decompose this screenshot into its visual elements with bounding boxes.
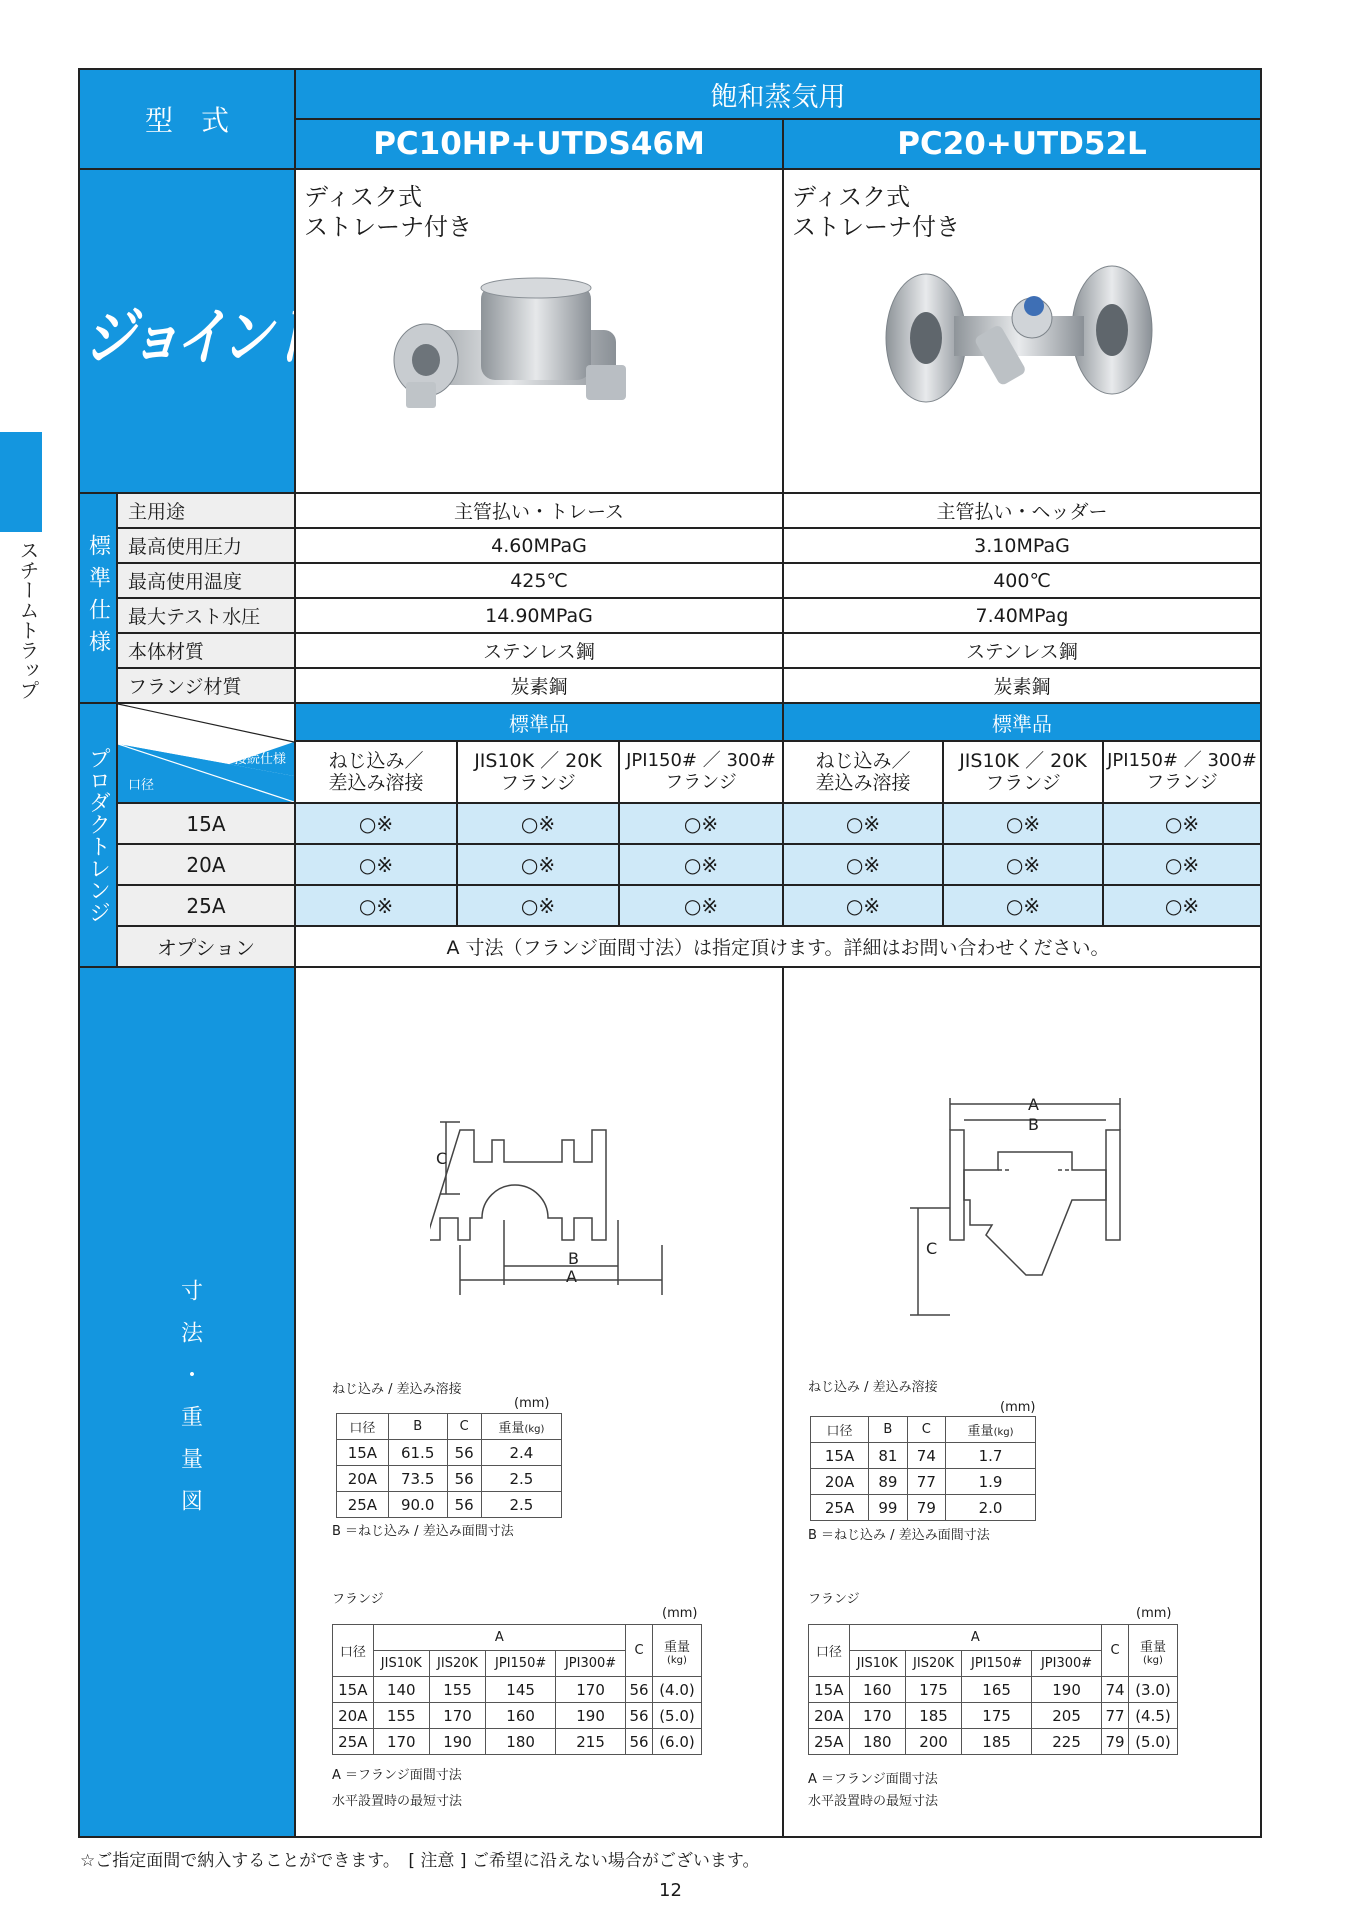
- footer-note: ☆ご指定面間で納入することができます。 [ 注意 ] ご希望に沿えない場合がございます。: [80, 1851, 760, 1871]
- spec-value-3-2: 7.40MPag: [782, 597, 1260, 632]
- dimension-diagram-1: [430, 1110, 690, 1300]
- range-corner-cell: [116, 702, 294, 802]
- page-number: 12: [659, 1880, 682, 1901]
- spec-value-2-1: 425℃: [294, 562, 782, 597]
- range-size-15a: 15A: [116, 802, 294, 843]
- screw-table-title-2: ねじ込み / 差込み溶接: [808, 1380, 938, 1395]
- option-label: オプション: [116, 925, 294, 966]
- range-mark: ○※: [456, 884, 618, 925]
- corner-connection-label: 接続仕様: [233, 752, 286, 767]
- spec-label-0: 主用途: [116, 492, 294, 527]
- flange-table-unit-1: (mm): [662, 1606, 698, 1621]
- range-mark: ○※: [942, 843, 1102, 884]
- range-mark: ○※: [294, 884, 456, 925]
- range-size-25a: 25A: [116, 884, 294, 925]
- flange-dimension-table-2: 口径 A C 重量 (kg) JIS10K JIS20K JPI150# JPI300# 15A 160 175 165 190 74 (3.0) 20A 170 185 175 205 77 (4.5) 25A 180 200 185 225 79 (5.0): [808, 1624, 1178, 1755]
- range-mark: ○※: [294, 843, 456, 884]
- range-mark: ○※: [618, 802, 782, 843]
- spec-label-2: 最高使用温度: [116, 562, 294, 597]
- range-mark: ○※: [456, 843, 618, 884]
- flange-table-note1-1: A ＝フランジ面間寸法: [332, 1768, 462, 1783]
- flange-dimension-table-1: 口径 A C 重量 (kg) JIS10K JIS20K JPI150# JPI300# 15A 140 155 145 170 56 (4.0) 20A 155 170 160 190 56 (5.0) 25A 170 190 180 215 56 (6.0): [332, 1624, 702, 1755]
- range-section-label: プロダクトレンジ: [80, 702, 116, 966]
- dim-label-c: C: [436, 1149, 448, 1168]
- spec-value-1-1: 4.60MPaG: [294, 527, 782, 562]
- corner-size-label: 口径: [128, 778, 155, 793]
- screw-dimension-table-2: 口径 B C 重量(kg) 15A 81 74 1.7 20A 89 77 1.9 25A 99 79 2.0: [810, 1416, 1036, 1521]
- product-type-1: ディスク式 ストレーナ付き: [304, 183, 472, 241]
- flange-table-note2-1: 水平設置時の最短寸法: [332, 1794, 463, 1809]
- range-mark: ○※: [782, 843, 942, 884]
- spec-label-1: 最高使用圧力: [116, 527, 294, 562]
- screw-table-note-1: B ＝ねじ込み / 差込み面間寸法: [332, 1524, 514, 1539]
- flange-table-title-1: フランジ: [332, 1592, 384, 1607]
- side-tab-marker: [0, 432, 42, 532]
- range-mark: ○※: [782, 802, 942, 843]
- dim-label-a: A: [566, 1267, 577, 1286]
- spec-value-1-2: 3.10MPaG: [782, 527, 1260, 562]
- product-panel-1: [294, 168, 782, 492]
- connection-header-3: JPI150# ／ 300# フランジ: [618, 740, 782, 802]
- screw-table-title-1: ねじ込み / 差込み溶接: [332, 1382, 462, 1397]
- product-type-2: ディスク式 ストレーナ付き: [792, 183, 960, 241]
- flange-table-note2-2: 水平設置時の最短寸法: [808, 1794, 939, 1809]
- screw-dimension-table-1: 口径 B C 重量(kg) 15A 61.5 56 2.4 20A 73.5 56 2.5 25A 90.0 56 2.5: [336, 1413, 562, 1518]
- spec-label-3: 最大テスト水圧: [116, 597, 294, 632]
- spec-value-3-1: 14.90MPaG: [294, 597, 782, 632]
- category-title: 飽和蒸気用: [294, 70, 1260, 118]
- dimension-diagram-2: [910, 1090, 1160, 1320]
- standard-label-2: 標準品: [782, 702, 1260, 740]
- range-mark: ○※: [294, 802, 456, 843]
- spec-value-0-1: 主管払い・トレース: [294, 492, 782, 527]
- spec-value-4-2: ステンレス鋼: [782, 632, 1260, 667]
- standard-label-1: 標準品: [294, 702, 782, 740]
- dim-label-b: B: [568, 1249, 579, 1268]
- flange-table-unit-2: (mm): [1136, 1606, 1172, 1621]
- product-photo-utds46m: [386, 270, 646, 420]
- spec-value-4-1: ステンレス鋼: [294, 632, 782, 667]
- dim-label-b: B: [1028, 1115, 1039, 1134]
- dim-label-c: C: [926, 1239, 938, 1258]
- product-panel-2: [782, 168, 1260, 492]
- connection-header-5: JIS10K ／ 20K フランジ: [942, 740, 1102, 802]
- specs-section-label: 標準仕様: [80, 492, 116, 702]
- brand-logo: ジョイントラ®: [84, 286, 375, 375]
- dimension-section-label: 寸法・重量図: [177, 1279, 203, 1531]
- spec-label-4: 本体材質: [116, 632, 294, 667]
- connection-header-2: JIS10K ／ 20K フランジ: [456, 740, 618, 802]
- connection-header-1: ねじ込み／ 差込み溶接: [294, 740, 456, 802]
- connection-header-6: JPI150# ／ 300# フランジ: [1102, 740, 1260, 802]
- range-mark: ○※: [942, 884, 1102, 925]
- connection-header-4: ねじ込み／ 差込み溶接: [782, 740, 942, 802]
- flange-table-note1-2: A ＝フランジ面間寸法: [808, 1772, 938, 1787]
- range-mark: ○※: [618, 884, 782, 925]
- model-name-1: PC10HP+UTDS46M: [294, 118, 782, 168]
- range-mark: ○※: [942, 802, 1102, 843]
- range-size-20a: 20A: [116, 843, 294, 884]
- model-label: 型 式: [80, 70, 294, 168]
- range-mark: ○※: [1102, 884, 1260, 925]
- range-mark: ○※: [1102, 802, 1260, 843]
- screw-table-note-2: B ＝ねじ込み / 差込み面間寸法: [808, 1528, 990, 1543]
- spec-value-0-2: 主管払い・ヘッダー: [782, 492, 1260, 527]
- range-mark: ○※: [456, 802, 618, 843]
- range-mark: ○※: [782, 884, 942, 925]
- spec-value-2-2: 400℃: [782, 562, 1260, 597]
- spec-value-5-2: 炭素鋼: [782, 667, 1260, 702]
- option-text: A 寸法（フランジ面間寸法）は指定頂けます。詳細はお問い合わせください。: [294, 925, 1260, 966]
- brand-panel: [80, 168, 375, 492]
- range-mark: ○※: [618, 843, 782, 884]
- product-photo-utd52l: [884, 258, 1154, 418]
- spec-value-5-1: 炭素鋼: [294, 667, 782, 702]
- range-mark: ○※: [1102, 843, 1260, 884]
- side-tab-label: スチームトラップ: [16, 540, 40, 700]
- screw-table-unit-1: (mm): [514, 1396, 550, 1411]
- dim-label-a: A: [1028, 1095, 1039, 1114]
- model-name-2: PC20+UTD52L: [782, 118, 1260, 168]
- spec-label-5: フランジ材質: [116, 667, 294, 702]
- screw-table-unit-2: (mm): [1000, 1400, 1036, 1415]
- flange-table-title-2: フランジ: [808, 1592, 860, 1607]
